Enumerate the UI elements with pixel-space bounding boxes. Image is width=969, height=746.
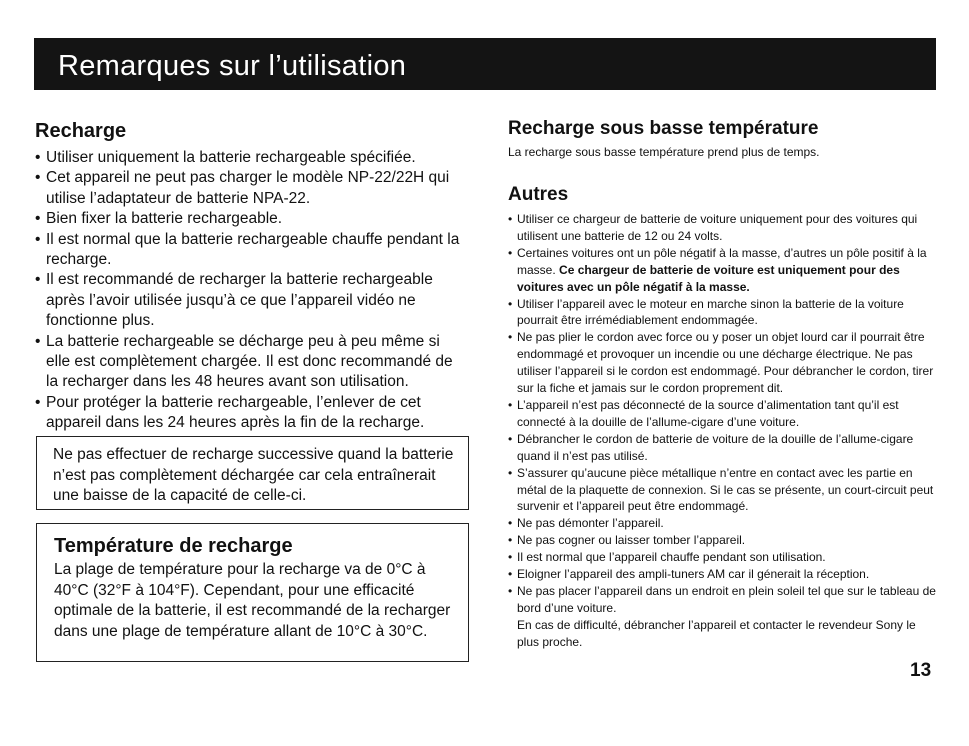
section-title-temperature: Température de recharge: [54, 535, 293, 557]
list-item: [508, 245, 938, 296]
list-item: • Utiliser uniquement la batterie rechargeable spécifiée.: [35, 148, 467, 168]
list-item: • Bien fixer la batterie rechargeable.: [35, 209, 467, 229]
section-title-recharge: Recharge: [35, 120, 127, 142]
temperature-box: [36, 523, 469, 662]
list-item: • Débrancher le cordon de batterie de voiture de la douille de l’allume-cigare quand il n’est pas utilisé.: [508, 431, 938, 465]
list-item: • Pour protéger la batterie rechargeable, l’enlever de cet appareil dans les 24 heures après la fin de la recharge.: [35, 393, 467, 434]
section-title-low-temp: Recharge sous basse température: [508, 118, 819, 139]
temperature-text: La plage de température pour la recharge va de 0°C à 40°C (32°F à 104°F). Cependant, pour une efficacité optimale de la batterie, il est recommandé de la recharger dans une plage de température allant de 10°C à 30°C.: [54, 561, 451, 640]
list-item: • L’appareil n’est pas déconnecté de la source d’alimentation tant qu’il est connecté à la douille de l’allume-cigare d’une voiture.: [508, 397, 938, 431]
list-item: • Il est recommandé de recharger la batterie rechargeable après l’avoir utilisée jusqu’à ce que l’appareil vidéo ne fonctionne plus.: [35, 270, 467, 331]
list-item-text: Certaines voitures ont un pôle négatif à la masse, d’autres un pôle positif à la masse.: [517, 245, 927, 277]
list-item: • Ne pas cogner ou laisser tomber l’appareil.: [508, 532, 938, 549]
list-item: • Ne pas plier le cordon avec force ou y poser un objet lourd car il pourrait être endommagé et provoquer un incendie ou une décharge électrique. Ne pas utiliser l’appareil si le cordon est endommagé. Pour débrancher le cordon, tirer sur la fiche et jamais sur le cordon proprement dit.: [508, 329, 938, 397]
autres-list: [508, 211, 938, 617]
notice-text: Ne pas effectuer de recharge successive quand la batterie n’est pas complètement déchargée car cela entraînerait une baisse de la capacité de celle-ci.: [53, 446, 454, 504]
page-title: Remarques sur l’utilisation: [58, 50, 407, 82]
notice-box: [36, 436, 469, 510]
list-item: • S’assurer qu’aucune pièce métallique n’entre en contact avec les partie en métal de la plaquette de connexion. Si le cas se présente, un court-circuit peut survenir et l’appareil peut être endommagé.: [508, 465, 938, 516]
list-item: • Eloigner l’appareil des ampli-tuners AM car il génerait la réception.: [508, 566, 938, 583]
list-item: • Il est normal que la batterie rechargeable chauffe pendant la recharge.: [35, 230, 467, 271]
bold-warning: Ce chargeur de batterie de voiture est uniquement pour des voitures avec un pôle négatif à la masse.: [517, 262, 900, 294]
section-title-autres: Autres: [508, 184, 569, 205]
list-item: • Ne pas démonter l’appareil.: [508, 515, 938, 532]
closing-text: En cas de difficulté, débrancher l’appareil et contacter le revendeur Sony le plus proche.: [517, 617, 916, 649]
recharge-list: [35, 148, 467, 434]
page-header: [34, 38, 936, 90]
list-item: • Utiliser ce chargeur de batterie de voiture uniquement pour des voitures qui utilisent une batterie de 12 ou 24 volts.: [508, 211, 938, 245]
list-item: • Cet appareil ne peut pas charger le modèle NP-22/22H qui utilise l’adaptateur de batterie NPA-22.: [35, 168, 467, 209]
list-item: • Il est normal que l’appareil chauffe pendant son utilisation.: [508, 549, 938, 566]
list-item: • Utiliser l’appareil avec le moteur en marche sinon la batterie de la voiture pourrait être irrémédiablement endommagée.: [508, 296, 938, 330]
left-column: [35, 118, 467, 434]
right-column: [508, 116, 938, 651]
list-item: • Ne pas placer l’appareil dans un endroit en plein soleil tel que sur le tableau de bord d’une voiture.: [508, 583, 938, 617]
page-number: 13: [910, 660, 932, 681]
low-temp-text: La recharge sous basse température prend plus de temps.: [508, 145, 820, 159]
list-item: • La batterie rechargeable se décharge peu à peu même si elle est complètement chargée. Il est donc recommandé de la recharger dans les 48 heures avant son utilisation.: [35, 332, 467, 393]
